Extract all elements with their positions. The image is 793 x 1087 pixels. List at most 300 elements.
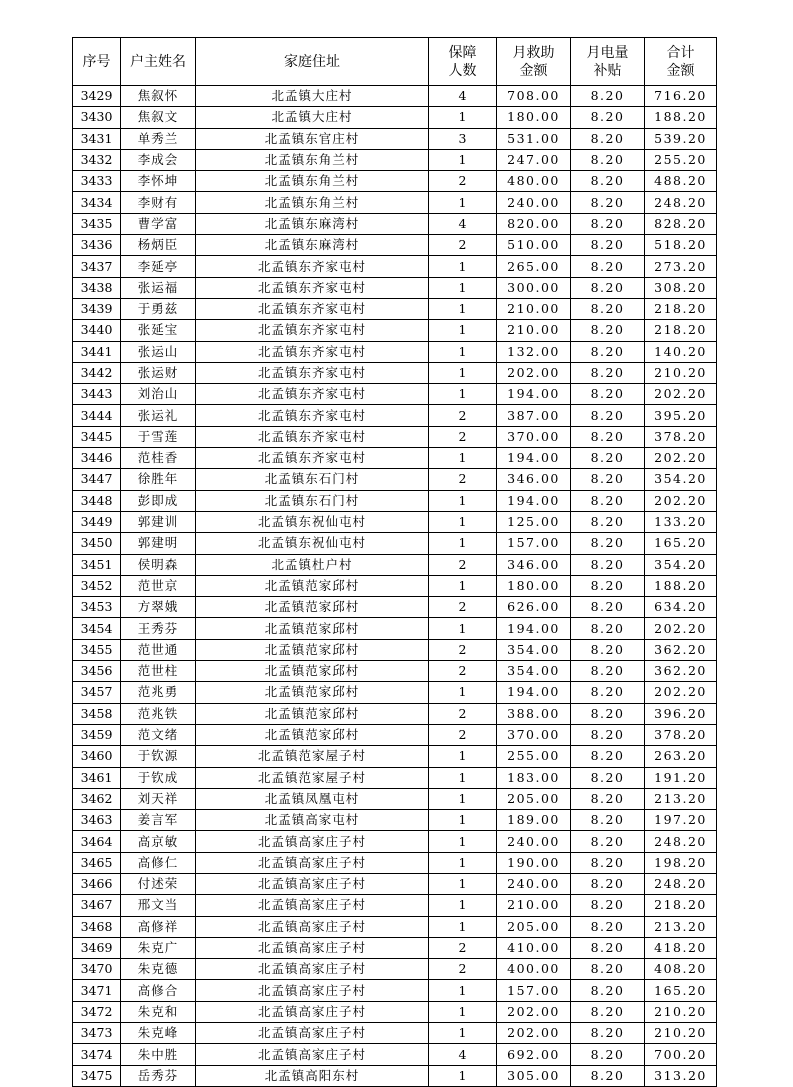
cell-elec: 8.20 [571, 149, 645, 170]
cell-aid: 247.00 [497, 149, 571, 170]
cell-aid: 210.00 [497, 298, 571, 319]
cell-people: 2 [429, 171, 497, 192]
cell-address: 北孟镇东齐家屯村 [196, 448, 429, 469]
table-row [73, 1001, 717, 1022]
cell-address: 北孟镇东角兰村 [196, 149, 429, 170]
cell-people: 4 [429, 86, 497, 107]
cell-people: 1 [429, 1023, 497, 1044]
table-row [73, 320, 717, 341]
cell-seq: 3467 [73, 895, 121, 916]
table-row [73, 213, 717, 234]
cell-elec: 8.20 [571, 256, 645, 277]
cell-address: 北孟镇高家屯村 [196, 810, 429, 831]
cell-elec: 8.20 [571, 277, 645, 298]
header-address: 家庭住址 [196, 38, 429, 86]
cell-total: 634.20 [645, 597, 717, 618]
cell-elec: 8.20 [571, 533, 645, 554]
cell-total: 218.20 [645, 895, 717, 916]
cell-elec: 8.20 [571, 959, 645, 980]
table-row [73, 107, 717, 128]
cell-total: 202.20 [645, 682, 717, 703]
cell-aid: 202.00 [497, 1001, 571, 1022]
cell-name: 曹学富 [121, 213, 196, 234]
cell-address: 北孟镇东齐家屯村 [196, 256, 429, 277]
table-row [73, 767, 717, 788]
cell-address: 北孟镇高家庄子村 [196, 937, 429, 958]
cell-elec: 8.20 [571, 618, 645, 639]
cell-people: 1 [429, 256, 497, 277]
cell-seq: 3463 [73, 810, 121, 831]
cell-name: 范世通 [121, 639, 196, 660]
cell-total: 248.20 [645, 831, 717, 852]
cell-address: 北孟镇高家庄子村 [196, 959, 429, 980]
table-row [73, 1065, 717, 1086]
cell-name: 刘天祥 [121, 788, 196, 809]
cell-total: 191.20 [645, 767, 717, 788]
cell-name: 范世京 [121, 575, 196, 596]
cell-people: 2 [429, 554, 497, 575]
table-row [73, 916, 717, 937]
cell-total: 218.20 [645, 298, 717, 319]
cell-elec: 8.20 [571, 597, 645, 618]
cell-people: 1 [429, 320, 497, 341]
table-row [73, 511, 717, 532]
table-row [73, 405, 717, 426]
cell-address: 北孟镇东齐家屯村 [196, 277, 429, 298]
table-row [73, 192, 717, 213]
cell-total: 828.20 [645, 213, 717, 234]
cell-seq: 3445 [73, 426, 121, 447]
header-people: 保障 人数 [429, 38, 497, 86]
table-row [73, 703, 717, 724]
cell-elec: 8.20 [571, 895, 645, 916]
cell-people: 2 [429, 959, 497, 980]
cell-seq: 3469 [73, 937, 121, 958]
cell-seq: 3459 [73, 724, 121, 745]
cell-name: 于雪莲 [121, 426, 196, 447]
cell-name: 邢文当 [121, 895, 196, 916]
cell-total: 197.20 [645, 810, 717, 831]
table-row [73, 298, 717, 319]
cell-total: 354.20 [645, 554, 717, 575]
cell-elec: 8.20 [571, 1001, 645, 1022]
cell-total: 518.20 [645, 235, 717, 256]
cell-name: 杨炳臣 [121, 235, 196, 256]
cell-name: 范兆铁 [121, 703, 196, 724]
cell-name: 李财有 [121, 192, 196, 213]
cell-name: 侯明森 [121, 554, 196, 575]
cell-seq: 3461 [73, 767, 121, 788]
cell-total: 539.20 [645, 128, 717, 149]
cell-address: 北孟镇东角兰村 [196, 192, 429, 213]
cell-total: 188.20 [645, 575, 717, 596]
cell-total: 202.20 [645, 618, 717, 639]
cell-people: 1 [429, 511, 497, 532]
table-row [73, 682, 717, 703]
cell-address: 北孟镇范家邱村 [196, 639, 429, 660]
cell-aid: 692.00 [497, 1044, 571, 1065]
cell-name: 刘治山 [121, 384, 196, 405]
table-row [73, 256, 717, 277]
cell-seq: 3475 [73, 1065, 121, 1086]
cell-address: 北孟镇东麻湾村 [196, 213, 429, 234]
cell-people: 1 [429, 1001, 497, 1022]
cell-seq: 3451 [73, 554, 121, 575]
table-row [73, 277, 717, 298]
cell-total: 165.20 [645, 980, 717, 1001]
cell-aid: 210.00 [497, 320, 571, 341]
cell-name: 范桂香 [121, 448, 196, 469]
cell-people: 1 [429, 873, 497, 894]
cell-aid: 194.00 [497, 384, 571, 405]
cell-people: 4 [429, 1044, 497, 1065]
cell-people: 1 [429, 618, 497, 639]
cell-seq: 3455 [73, 639, 121, 660]
cell-seq: 3437 [73, 256, 121, 277]
cell-elec: 8.20 [571, 384, 645, 405]
header-elec: 月电量 补贴 [571, 38, 645, 86]
header-name: 户主姓名 [121, 38, 196, 86]
cell-elec: 8.20 [571, 448, 645, 469]
cell-elec: 8.20 [571, 320, 645, 341]
cell-people: 2 [429, 937, 497, 958]
cell-address: 北孟镇东齐家屯村 [196, 320, 429, 341]
cell-aid: 370.00 [497, 426, 571, 447]
table-row [73, 788, 717, 809]
cell-seq: 3435 [73, 213, 121, 234]
table-row [73, 341, 717, 362]
cell-aid: 194.00 [497, 448, 571, 469]
cell-total: 395.20 [645, 405, 717, 426]
cell-people: 1 [429, 448, 497, 469]
cell-name: 郭建训 [121, 511, 196, 532]
cell-address: 北孟镇范家邱村 [196, 597, 429, 618]
cell-elec: 8.20 [571, 405, 645, 426]
cell-aid: 708.00 [497, 86, 571, 107]
cell-total: 210.20 [645, 1001, 717, 1022]
cell-people: 1 [429, 831, 497, 852]
cell-address: 北孟镇东齐家屯村 [196, 298, 429, 319]
cell-name: 朱克广 [121, 937, 196, 958]
cell-elec: 8.20 [571, 192, 645, 213]
cell-elec: 8.20 [571, 767, 645, 788]
table-row [73, 235, 717, 256]
cell-address: 北孟镇东角兰村 [196, 171, 429, 192]
cell-people: 2 [429, 639, 497, 660]
table-row [73, 1023, 717, 1044]
cell-seq: 3448 [73, 490, 121, 511]
cell-name: 高修合 [121, 980, 196, 1001]
cell-elec: 8.20 [571, 703, 645, 724]
cell-aid: 480.00 [497, 171, 571, 192]
cell-seq: 3438 [73, 277, 121, 298]
table-row [73, 831, 717, 852]
cell-people: 3 [429, 128, 497, 149]
table-body [73, 86, 717, 1087]
cell-name: 焦叙文 [121, 107, 196, 128]
cell-people: 1 [429, 533, 497, 554]
cell-aid: 202.00 [497, 362, 571, 383]
cell-address: 北孟镇东齐家屯村 [196, 341, 429, 362]
cell-people: 1 [429, 895, 497, 916]
cell-seq: 3439 [73, 298, 121, 319]
cell-people: 1 [429, 916, 497, 937]
cell-total: 202.20 [645, 490, 717, 511]
cell-name: 李延亭 [121, 256, 196, 277]
cell-elec: 8.20 [571, 810, 645, 831]
cell-address: 北孟镇高家庄子村 [196, 1023, 429, 1044]
cell-people: 2 [429, 235, 497, 256]
cell-seq: 3453 [73, 597, 121, 618]
cell-people: 1 [429, 1065, 497, 1086]
cell-elec: 8.20 [571, 916, 645, 937]
table-row [73, 618, 717, 639]
cell-seq: 3466 [73, 873, 121, 894]
cell-aid: 205.00 [497, 916, 571, 937]
table-row [73, 490, 717, 511]
table-row [73, 171, 717, 192]
cell-total: 396.20 [645, 703, 717, 724]
table-header-row [73, 38, 717, 86]
cell-elec: 8.20 [571, 554, 645, 575]
cell-name: 朱克和 [121, 1001, 196, 1022]
cell-address: 北孟镇高家庄子村 [196, 831, 429, 852]
cell-total: 140.20 [645, 341, 717, 362]
cell-seq: 3447 [73, 469, 121, 490]
cell-elec: 8.20 [571, 107, 645, 128]
cell-aid: 305.00 [497, 1065, 571, 1086]
cell-elec: 8.20 [571, 341, 645, 362]
cell-seq: 3434 [73, 192, 121, 213]
cell-name: 李成会 [121, 149, 196, 170]
cell-aid: 194.00 [497, 490, 571, 511]
cell-name: 焦叙怀 [121, 86, 196, 107]
cell-address: 北孟镇高家庄子村 [196, 916, 429, 937]
cell-people: 1 [429, 980, 497, 1001]
cell-total: 418.20 [645, 937, 717, 958]
cell-name: 李怀坤 [121, 171, 196, 192]
cell-elec: 8.20 [571, 171, 645, 192]
cell-aid: 346.00 [497, 554, 571, 575]
cell-people: 2 [429, 724, 497, 745]
cell-address: 北孟镇东齐家屯村 [196, 405, 429, 426]
cell-address: 北孟镇东祝仙屯村 [196, 533, 429, 554]
cell-elec: 8.20 [571, 873, 645, 894]
cell-name: 范世柱 [121, 661, 196, 682]
cell-address: 北孟镇东祝仙屯村 [196, 511, 429, 532]
cell-people: 1 [429, 277, 497, 298]
cell-name: 张运福 [121, 277, 196, 298]
cell-name: 岳秀芬 [121, 1065, 196, 1086]
cell-aid: 354.00 [497, 661, 571, 682]
cell-aid: 202.00 [497, 1023, 571, 1044]
cell-aid: 132.00 [497, 341, 571, 362]
cell-total: 263.20 [645, 746, 717, 767]
cell-elec: 8.20 [571, 724, 645, 745]
cell-name: 高修祥 [121, 916, 196, 937]
cell-total: 210.20 [645, 1023, 717, 1044]
cell-aid: 255.00 [497, 746, 571, 767]
cell-people: 1 [429, 149, 497, 170]
cell-total: 308.20 [645, 277, 717, 298]
table-row [73, 384, 717, 405]
cell-people: 1 [429, 298, 497, 319]
table-row [73, 724, 717, 745]
cell-total: 362.20 [645, 661, 717, 682]
cell-total: 165.20 [645, 533, 717, 554]
cell-name: 张运财 [121, 362, 196, 383]
cell-elec: 8.20 [571, 298, 645, 319]
cell-aid: 354.00 [497, 639, 571, 660]
cell-elec: 8.20 [571, 937, 645, 958]
cell-address: 北孟镇东齐家屯村 [196, 426, 429, 447]
cell-aid: 210.00 [497, 895, 571, 916]
cell-total: 213.20 [645, 916, 717, 937]
table-row [73, 575, 717, 596]
cell-seq: 3454 [73, 618, 121, 639]
cell-seq: 3446 [73, 448, 121, 469]
cell-elec: 8.20 [571, 788, 645, 809]
cell-total: 378.20 [645, 724, 717, 745]
cell-elec: 8.20 [571, 1065, 645, 1086]
table-row [73, 810, 717, 831]
cell-address: 北孟镇东麻湾村 [196, 235, 429, 256]
cell-people: 1 [429, 341, 497, 362]
cell-seq: 3431 [73, 128, 121, 149]
cell-total: 210.20 [645, 362, 717, 383]
cell-aid: 388.00 [497, 703, 571, 724]
cell-aid: 410.00 [497, 937, 571, 958]
cell-aid: 157.00 [497, 533, 571, 554]
cell-seq: 3472 [73, 1001, 121, 1022]
cell-address: 北孟镇东石门村 [196, 469, 429, 490]
cell-seq: 3436 [73, 235, 121, 256]
cell-seq: 3474 [73, 1044, 121, 1065]
cell-name: 高京敏 [121, 831, 196, 852]
header-total: 合计 金额 [645, 38, 717, 86]
cell-name: 王秀芬 [121, 618, 196, 639]
cell-total: 248.20 [645, 192, 717, 213]
assistance-table [72, 37, 717, 1087]
cell-people: 2 [429, 469, 497, 490]
cell-name: 徐胜年 [121, 469, 196, 490]
cell-name: 朱中胜 [121, 1044, 196, 1065]
cell-aid: 531.00 [497, 128, 571, 149]
cell-aid: 205.00 [497, 788, 571, 809]
cell-aid: 190.00 [497, 852, 571, 873]
cell-total: 248.20 [645, 873, 717, 894]
cell-aid: 180.00 [497, 575, 571, 596]
cell-address: 北孟镇高阳东村 [196, 1065, 429, 1086]
cell-people: 1 [429, 788, 497, 809]
cell-address: 北孟镇高家庄子村 [196, 852, 429, 873]
table-row [73, 661, 717, 682]
table-row [73, 469, 717, 490]
table-row [73, 1044, 717, 1065]
cell-address: 北孟镇范家邱村 [196, 661, 429, 682]
table-row [73, 980, 717, 1001]
cell-total: 408.20 [645, 959, 717, 980]
cell-elec: 8.20 [571, 213, 645, 234]
cell-people: 1 [429, 852, 497, 873]
cell-seq: 3464 [73, 831, 121, 852]
cell-aid: 240.00 [497, 192, 571, 213]
cell-people: 2 [429, 405, 497, 426]
cell-elec: 8.20 [571, 86, 645, 107]
cell-seq: 3444 [73, 405, 121, 426]
cell-address: 北孟镇范家邱村 [196, 618, 429, 639]
cell-elec: 8.20 [571, 1044, 645, 1065]
cell-total: 378.20 [645, 426, 717, 447]
table-row [73, 533, 717, 554]
cell-name: 彭即成 [121, 490, 196, 511]
cell-address: 北孟镇东齐家屯村 [196, 362, 429, 383]
cell-name: 张延宝 [121, 320, 196, 341]
cell-address: 北孟镇大庄村 [196, 107, 429, 128]
cell-seq: 3452 [73, 575, 121, 596]
cell-address: 北孟镇高家庄子村 [196, 1044, 429, 1065]
cell-name: 朱克峰 [121, 1023, 196, 1044]
cell-people: 2 [429, 597, 497, 618]
cell-seq: 3441 [73, 341, 121, 362]
cell-elec: 8.20 [571, 426, 645, 447]
cell-elec: 8.20 [571, 1023, 645, 1044]
cell-name: 姜言军 [121, 810, 196, 831]
cell-name: 于钦成 [121, 767, 196, 788]
cell-seq: 3440 [73, 320, 121, 341]
cell-people: 1 [429, 490, 497, 511]
cell-aid: 265.00 [497, 256, 571, 277]
cell-address: 北孟镇东官庄村 [196, 128, 429, 149]
cell-address: 北孟镇范家邱村 [196, 682, 429, 703]
table-row [73, 597, 717, 618]
cell-total: 198.20 [645, 852, 717, 873]
cell-elec: 8.20 [571, 128, 645, 149]
cell-people: 2 [429, 426, 497, 447]
cell-elec: 8.20 [571, 575, 645, 596]
cell-elec: 8.20 [571, 235, 645, 256]
cell-total: 218.20 [645, 320, 717, 341]
cell-seq: 3456 [73, 661, 121, 682]
cell-people: 2 [429, 703, 497, 724]
cell-elec: 8.20 [571, 661, 645, 682]
cell-aid: 400.00 [497, 959, 571, 980]
cell-people: 1 [429, 107, 497, 128]
cell-aid: 387.00 [497, 405, 571, 426]
cell-elec: 8.20 [571, 469, 645, 490]
cell-total: 700.20 [645, 1044, 717, 1065]
cell-name: 高修仁 [121, 852, 196, 873]
cell-people: 1 [429, 746, 497, 767]
cell-seq: 3432 [73, 149, 121, 170]
cell-aid: 240.00 [497, 873, 571, 894]
table-row [73, 86, 717, 107]
cell-elec: 8.20 [571, 682, 645, 703]
cell-elec: 8.20 [571, 852, 645, 873]
cell-seq: 3458 [73, 703, 121, 724]
cell-seq: 3429 [73, 86, 121, 107]
cell-elec: 8.20 [571, 746, 645, 767]
table-row [73, 895, 717, 916]
cell-address: 北孟镇高家庄子村 [196, 895, 429, 916]
cell-aid: 189.00 [497, 810, 571, 831]
cell-total: 362.20 [645, 639, 717, 660]
cell-people: 1 [429, 682, 497, 703]
cell-address: 北孟镇范家屋子村 [196, 767, 429, 788]
cell-aid: 300.00 [497, 277, 571, 298]
cell-address: 北孟镇东石门村 [196, 490, 429, 511]
cell-elec: 8.20 [571, 639, 645, 660]
